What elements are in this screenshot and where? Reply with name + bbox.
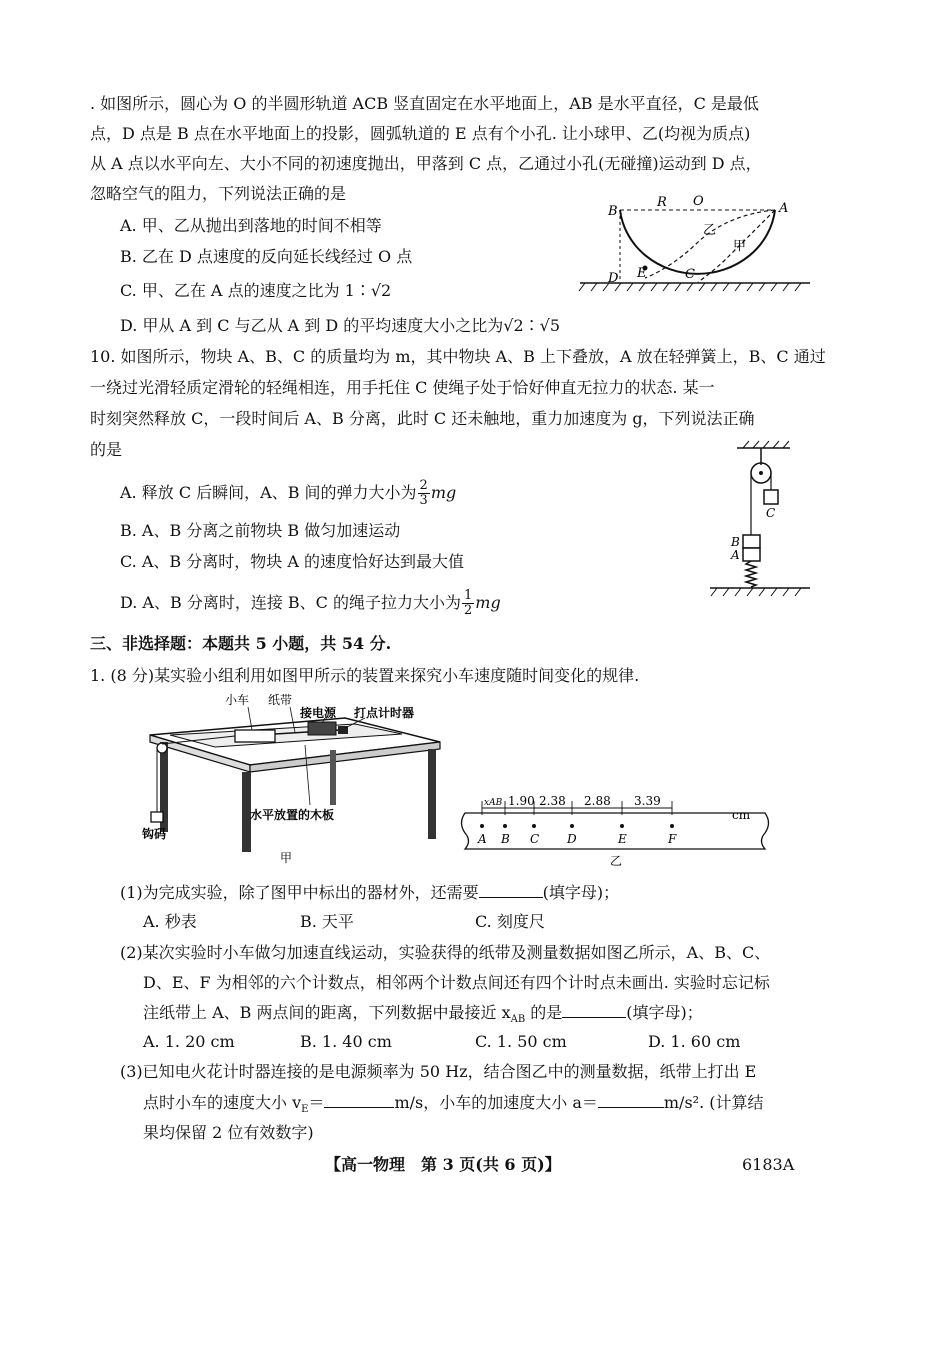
q10-option-a-unit: mg — [430, 483, 457, 502]
q11-label-weight: 钩码 — [142, 827, 167, 841]
q10-line-3: 时刻突然释放 C，一段时间后 A、B 分离，此时 C 还未触地，重力加速度为 g，下列说法正确 — [90, 409, 755, 428]
q11-caption-jia: 甲 — [280, 851, 293, 865]
q10-label-b: B — [731, 535, 740, 549]
q10-option-d-unit: mg — [475, 593, 501, 612]
q11-label-power: 接电源 — [300, 706, 337, 720]
q11-tape-unit: cm — [732, 808, 751, 822]
q9-option-d: D. 甲从 A 到 C 与乙从 A 到 D 的平均速度大小之比为√2∶√5 — [120, 316, 561, 335]
q10-option-d-num: 1 — [464, 588, 473, 603]
q9-label-e: E — [637, 266, 647, 281]
q11-tape-point-d: D — [567, 832, 577, 846]
q9-option-c: C. 甲、乙在 A 点的速度之比为 1∶√2 — [120, 281, 392, 300]
q11-tape-point-b: B — [501, 832, 510, 846]
q11-label-board: 水平放置的木板 — [250, 808, 335, 822]
q11-part3-line-2-suffix: m/s². (计算结 — [663, 1093, 764, 1112]
q10-option-b: B. A、B 分离之前物块 B 做匀加速运动 — [120, 521, 401, 540]
q10-option-d-text: D. A、B 分离时，连接 B、C 的绳子拉力大小为 — [120, 593, 462, 612]
q9-label-b: B — [608, 204, 618, 219]
q11-apparatus-figure — [140, 690, 450, 870]
q11-part1-option-c: C. 刻度尺 — [475, 912, 545, 931]
q9-label-d: D — [608, 271, 619, 286]
q11-part2-option-b: B. 1. 40 cm — [300, 1032, 392, 1051]
q11-part1-suffix: (填字母)； — [542, 883, 620, 902]
q10-option-d-fraction — [462, 589, 474, 618]
q11-tape-d1: 1.90 — [508, 795, 535, 808]
q10-option-a-fraction — [418, 479, 430, 508]
q11-tape-point-a: A — [478, 832, 487, 846]
q9-line-4: 忽略空气的阻力，下列说法正确的是 — [90, 184, 347, 203]
q11-part2-line-2: D、E、F 为相邻的六个计数点，相邻两个计数点间还有四个计时点未画出. 实验时忘记标 — [143, 973, 770, 992]
q11-part3-line-2 — [143, 1093, 763, 1120]
q10-label-a: A — [731, 548, 740, 562]
paper-code: 6183A — [742, 1155, 795, 1174]
q11-part2-line-1: (2)某次实验时小车做匀加速直线运动，实验获得的纸带及测量数据如图乙所示，A、B、C、 — [120, 943, 771, 962]
q11-part1-text: (1)为完成实验，除了图甲中标出的器材外，还需要 — [120, 883, 479, 902]
q10-option-d — [120, 586, 501, 620]
q11-part3-velocity-blank[interactable] — [324, 1093, 394, 1108]
q11-part1-option-a: A. 秒表 — [143, 912, 197, 931]
q10-option-d-den: 2 — [464, 603, 473, 618]
q11-part3-line-2-text: 点时小车的速度大小 v — [143, 1093, 302, 1112]
q11-tape-d4: 3.39 — [634, 795, 661, 808]
q11-part2-answer-blank[interactable] — [562, 1003, 626, 1018]
q11-caption-yi: 乙 — [610, 854, 623, 868]
q11-tape-point-f: F — [668, 832, 677, 846]
section-three-heading: 三、非选择题：本题共 5 小题，共 54 分. — [90, 634, 392, 653]
q11-tape-xab: xAB — [484, 798, 503, 808]
q11-part3-acceleration-blank[interactable] — [598, 1093, 664, 1108]
q9-option-b: B. 乙在 D 点速度的反向延长线经过 O 点 — [120, 247, 413, 266]
q9-label-r: R — [657, 195, 667, 210]
q10-line-2: 一绕过光滑轻质定滑轮的轻绳相连，用手托住 C 使绳子处于恰好伸直无拉力的状态. 某一 — [90, 378, 715, 397]
q11-part1 — [120, 883, 619, 903]
q10-pulley-figure — [705, 440, 815, 600]
q11-label-tape: 纸带 — [268, 693, 293, 707]
q11-label-timer: 打点计时器 — [354, 706, 415, 720]
q11-part2-option-d: D. 1. 60 cm — [648, 1032, 741, 1051]
q9-label-c: C — [685, 267, 695, 282]
q11-part3-line-2-eq: ＝ — [308, 1093, 325, 1112]
q11-part3-line-3: 果均保留 2 位有效数字) — [143, 1123, 314, 1142]
q9-label-yi: 乙 — [703, 223, 717, 238]
q9-label-a: A — [779, 201, 789, 216]
q11-part2-line-3-suffix: (填字母)； — [626, 1003, 703, 1022]
q11-tape-point-e: E — [618, 832, 627, 846]
q10-label-c: C — [766, 506, 776, 520]
q9-line-2: 点，D 点是 B 点在水平地面上的投影，圆弧轨道的 E 点有个小孔. 让小球甲、乙(均视为质点) — [90, 124, 751, 143]
q11-part3-line-2-sub: E — [301, 1104, 309, 1116]
q11-part1-option-b: B. 天平 — [300, 912, 354, 931]
q11-part2-line-3-text: 注纸带上 A、B 两点间的距离，下列数据中最接近 x — [143, 1003, 511, 1022]
q10-option-a — [120, 476, 456, 510]
q11-part2-line-3-mid: 的是 — [525, 1003, 563, 1022]
q11-part2-option-a: A. 1. 20 cm — [143, 1032, 235, 1051]
q11-part1-answer-blank[interactable] — [479, 883, 543, 898]
q9-label-o: O — [693, 194, 704, 209]
q10-option-c: C. A、B 分离时，物块 A 的速度恰好达到最大值 — [120, 552, 464, 571]
q11-part2-option-c: C. 1. 50 cm — [475, 1032, 567, 1051]
q11-part2-line-3-sub: AB — [510, 1014, 526, 1026]
q11-stem: 1. (8 分)某实验小组利用如图甲所示的装置来探究小车速度随时间变化的规律. — [90, 666, 640, 685]
q10-option-a-den: 3 — [419, 493, 428, 508]
q11-tape-d3: 2.88 — [584, 795, 611, 808]
q11-part3-line-1: (3)已知电火花计时器连接的是电源频率为 50 Hz，结合图乙中的测量数据，纸带上打出 E — [120, 1062, 757, 1081]
q9-semicircle-figure — [575, 190, 815, 300]
q10-line-1: 10. 如图所示，物块 A、B、C 的质量均为 m，其中物块 A、B 上下叠放，A 放在轻弹簧上，B、C 通过 — [90, 347, 826, 366]
q11-tape-d2: 2.38 — [539, 795, 566, 808]
q10-option-a-num: 2 — [419, 478, 428, 493]
page-footer: 【高一物理 第 3 页(共 6 页)】 — [325, 1155, 561, 1174]
q10-option-a-text: A. 释放 C 后瞬间，A、B 间的弹力大小为 — [120, 483, 417, 502]
q11-label-car: 小车 — [225, 693, 250, 707]
q11-part3-line-2-mid: m/s，小车的加速度大小 a＝ — [394, 1093, 598, 1112]
q9-line-1: . 如图所示，圆心为 O 的半圆形轨道 ACB 竖直固定在水平地面上，AB 是水平直径，C 是最低 — [90, 94, 759, 113]
q11-paper-tape-figure — [460, 795, 780, 870]
q9-label-jia: 甲 — [733, 239, 747, 254]
q10-line-4: 的是 — [90, 440, 123, 459]
q9-option-a: A. 甲、乙从抛出到落地的时间不相等 — [120, 216, 382, 235]
q11-tape-point-c: C — [530, 832, 540, 846]
q9-line-3: 从 A 点以水平向左、大小不同的初速度抛出，甲落到 C 点，乙通过小孔(无碰撞)运动到 D 点， — [90, 154, 762, 173]
q11-part2-line-3 — [143, 1003, 703, 1030]
